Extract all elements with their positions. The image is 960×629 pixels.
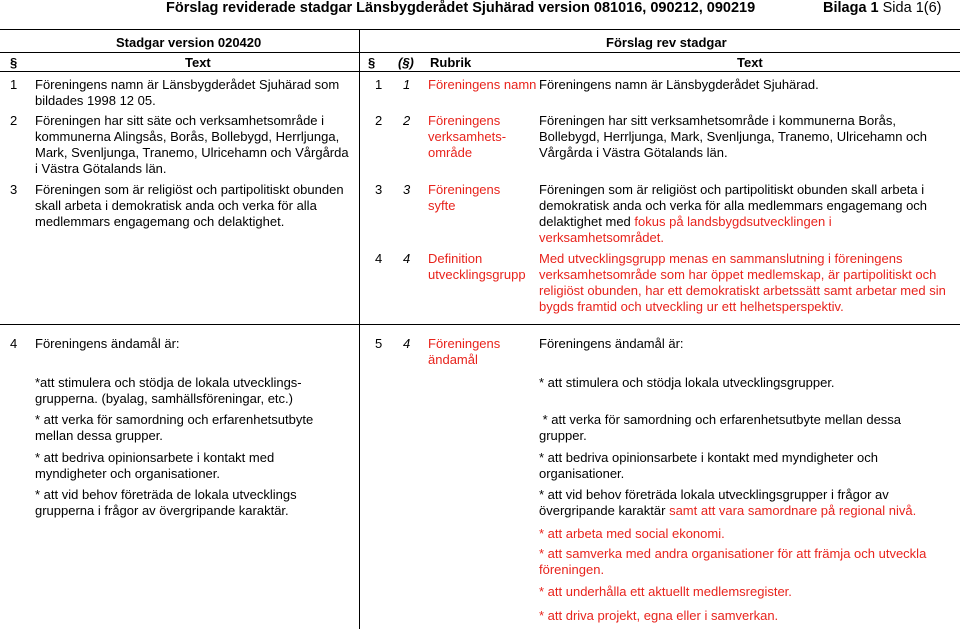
new-par-number: 3 [375, 182, 383, 197]
old-purpose-item: * att vid behov företräda de lokala utvecklings grupperna i frågor av övergripande karaktär. [35, 487, 297, 518]
rubrik-header: Rubrik [430, 55, 472, 70]
new-purpose-item: * att bedriva opinionsarbete i kontakt med myndigheter och organisationer. [539, 450, 878, 481]
new-purpose-item: * att stimulera och stödja lokala utvecklingsgrupper. [539, 375, 835, 390]
new-par-number: 4 [375, 251, 383, 266]
old-purpose-item: * att verka för samordning och erfarenhetsutbyte mellan dessa grupper. [35, 412, 314, 443]
old-purpose-item: *att stimulera och stödja de lokala utvecklings-grupperna. (byalag, samhällsföreningar, etc.) [35, 375, 302, 406]
new-paragraph-text: Med utvecklingsgrupp menas en sammanslutning i föreningens verksamhetsområde som har öppet medlemskap, är partipolitiskt och religiöst obunden, har ett demokratiskt arbetssätt samt arbetar med sin bygds framtid och utveckling ur ett helhetsperspektiv. [539, 251, 946, 314]
new-par-number: 1 [375, 77, 383, 92]
new-paragraph-text: Föreningen har sitt verksamhetsområde i kommunerna Borås, Bollebygd, Herrljunga, Mark, Svenljunga, Tranemo, Ulricehamn och Vårgårda i Västra Götalands län. [539, 113, 928, 160]
old-par-number: 2 [10, 113, 18, 128]
left-version-header: Stadgar version 020420 [116, 35, 262, 50]
header-divider-2 [0, 71, 960, 72]
new-purpose-red-item: * att driva projekt, egna eller i samverkan. [539, 608, 779, 623]
rubrik-cell: Föreningens verksamhets-område [428, 113, 507, 160]
document-title: Förslag reviderade stadgar Länsbygderådet Sjuhärad version 081016, 090212, 090219 [166, 0, 756, 16]
new-par-number: 2 [375, 113, 383, 128]
column-divider [359, 29, 360, 629]
new-paragraph-text: Föreningen som är religiöst och partipolitiskt obunden skall arbeta i demokratisk anda och verka för alla medlemmars engagemang och delaktighet med fokus på landsbygdsutvecklingen i verksamhetsområdet. [539, 182, 928, 245]
rubrik-cell: Definition utvecklingsgrupp [428, 251, 526, 282]
text-header-left: Text [185, 55, 211, 70]
old-par-number: 3 [10, 182, 18, 197]
text-header-right: Text [737, 55, 763, 70]
old-paragraph-text: Föreningen har sitt säte och verksamhetsområde i kommunerna Alingsås, Borås, Bollebygd, Herrljunga, Mark, Svenljunga, Tranemo, Ulricehamn och Vårgårda i Västra Götalands län. [35, 113, 349, 176]
old-par-reference: 2 [403, 113, 411, 128]
old-par-number: 4 [10, 336, 18, 351]
old-par-reference: 4 [403, 251, 411, 266]
header-divider-1 [0, 52, 960, 53]
new-purpose-red-item: * att samverka med andra organisationer för att främja och utveckla föreningen. [539, 546, 927, 577]
page-label: Bilaga 1 Sida 1(6) [823, 0, 942, 16]
new-par-number: 5 [375, 336, 383, 351]
new-purpose-item: * att verka för samordning och erfarenhetsutbyte mellan dessa grupper. [539, 412, 905, 443]
right-version-header: Förslag rev stadgar [606, 35, 727, 50]
old-par-reference: 4 [403, 336, 411, 351]
old-purpose-item: * att bedriva opinionsarbete i kontakt med myndigheter och organisationer. [35, 450, 275, 481]
old-paragraph-text: Föreningen som är religiöst och partipolitiskt obunden skall arbeta i demokratisk anda och verka för alla medlemmars engagemang och delaktighet. [35, 182, 344, 229]
par-header-right: § [368, 55, 376, 70]
rubrik-cell: Föreningens namn [428, 77, 537, 92]
new-purpose-item: * att vid behov företräda lokala utvecklingsgrupper i frågor av övergripande karaktär samt att vara samordnare på regional nivå. [539, 487, 917, 518]
new-purpose-intro: Föreningens ändamål är: [539, 336, 684, 351]
old-par-reference: 3 [403, 182, 411, 197]
old-paragraph-text: Föreningens namn är Länsbygderådet Sjuhärad som bildades 1998 12 05. [35, 77, 340, 108]
rubrik-cell: Föreningens syfte [428, 182, 501, 213]
new-purpose-red-item: * att arbeta med social ekonomi. [539, 526, 725, 541]
new-paragraph-text: Föreningens namn är Länsbygderådet Sjuhärad. [539, 77, 819, 92]
par-header-left: § [10, 55, 18, 70]
table-top-border [0, 29, 960, 30]
old-par-number: 1 [10, 77, 18, 92]
new-purpose-red-item: * att underhålla ett aktuellt medlemsregister. [539, 584, 792, 599]
section-divider [0, 324, 960, 325]
rubrik-cell: Föreningens ändamål [428, 336, 501, 367]
par-paren-header: (§) [398, 55, 414, 70]
old-purpose-intro: Föreningens ändamål är: [35, 336, 180, 351]
old-par-reference: 1 [403, 77, 411, 92]
